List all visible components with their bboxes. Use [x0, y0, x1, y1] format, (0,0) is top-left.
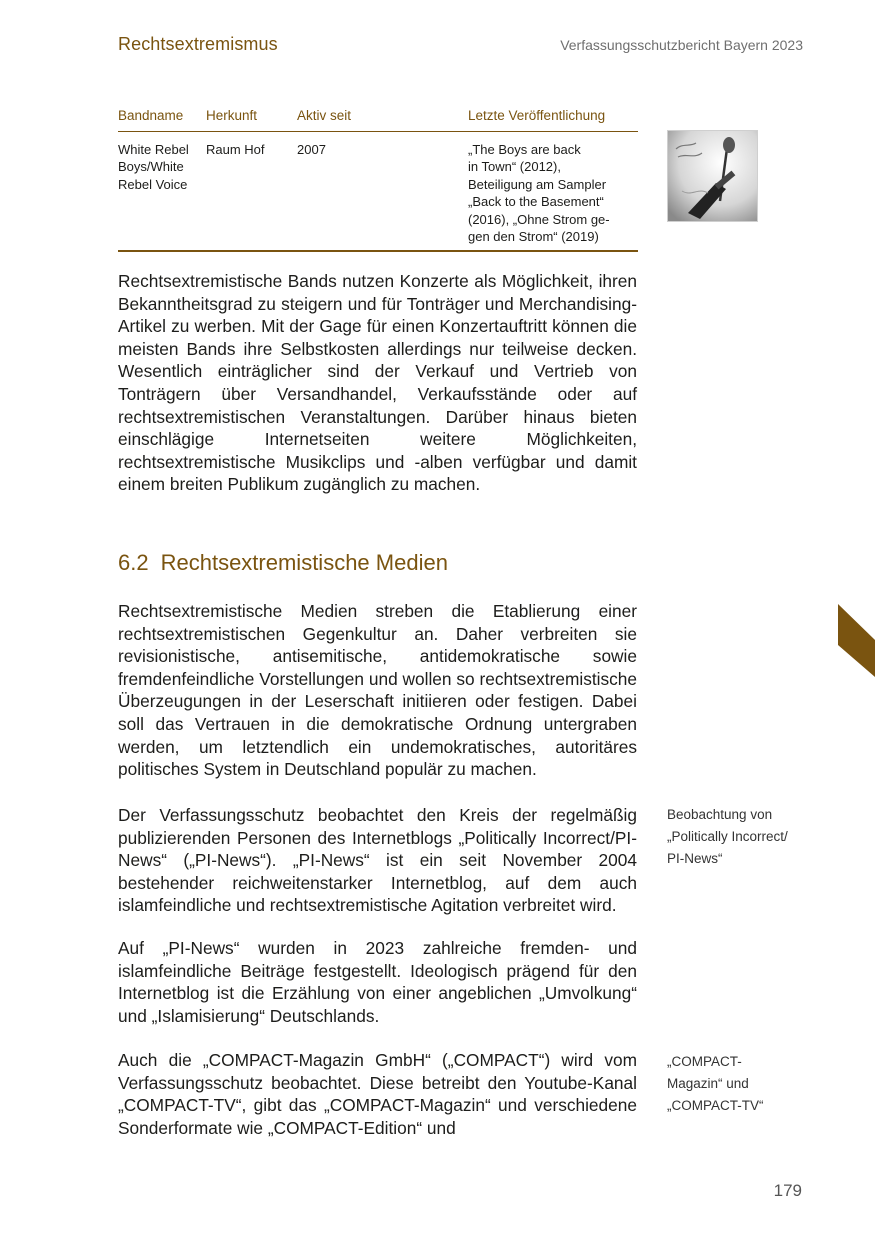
margin-note-pi-news	[667, 804, 817, 870]
paragraph-compact: Auch die „COMPACT-Magazin GmbH“ („COMPACT“) wird vom Verfassungsschutz beobachtet. Diese betreibt den Youtube-Kanal „COMPACT-TV“, gibt das „COMPACT-Magazin“ und verschiedene Sonderformate wie „COMPACT-Edition“ und	[118, 1050, 637, 1138]
release-line: „Back to the Basement“	[468, 194, 604, 209]
section-title: Rechtsextremistische Medien	[160, 550, 448, 575]
column-header-aktiv-seit: Aktiv seit	[297, 107, 468, 131]
cell-band-name	[118, 131, 206, 251]
release-line: Beteiligung am Sampler	[468, 176, 607, 192]
band-name-line: Boys/White	[118, 159, 184, 174]
cell-active-since: 2007	[297, 131, 468, 251]
table-row	[118, 131, 638, 251]
margin-note-line: PI-News“	[667, 851, 723, 866]
paragraph-bands-concerts: Rechtsextremistische Bands nutzen Konzerte als Möglichkeit, ihren Bekanntheitsgrad zu steigern und für Tonträger und Merchandising-Artikel zu werben. Mit der Gage für einen Konzertauftritt können die meisten Bands ihre Selbstkosten allerdings nur teilweise decken. Wesentlich einträglicher sind der Verkauf und Vertrieb von Tonträgern über Versandhandel, Verkaufsstände oder auf rechtsextremistischen Veranstaltungen. Darüber hinaus bieten einschlägige Internetseiten weitere Möglichkeiten, rechtsextremistische Musikclips und -alben verfügbar und damit einem breiten Publikum zugänglich zu machen.	[118, 271, 637, 495]
release-line: gen den Strom“ (2019)	[468, 229, 599, 244]
band-table	[118, 107, 638, 252]
column-header-bandname: Bandname	[118, 107, 206, 131]
section-heading	[118, 550, 448, 576]
page-number: 179	[773, 1181, 802, 1200]
running-header-chapter: Rechtsextremismus	[118, 34, 278, 54]
band-name-line: Rebel Voice	[118, 176, 188, 192]
column-header-herkunft: Herkunft	[206, 107, 297, 131]
paragraph-pi-news: Der Verfassungsschutz beobachtet den Kreis der regelmäßig publizierenden Personen des Internetblogs „Politically Incorrect/PI-News“ („PI-News“). „PI-News“ ist ein seit November 2004 bestehender reichweitenstarker Internetblog, auf dem auch islamfeindliche und rechtsextremistische Agitation verbreitet wird.	[118, 805, 637, 916]
margin-note-line: Magazin“ und	[667, 1076, 749, 1091]
column-header-letzte-veroeffentlichung: Letzte Veröffentlichung	[468, 107, 638, 131]
album-cover-graphic	[668, 131, 757, 221]
margin-note-line: „COMPACT-TV“	[667, 1098, 764, 1113]
album-cover-image	[667, 130, 758, 222]
release-line: in Town“ (2012),	[468, 159, 561, 174]
paragraph-pi-news-content: Auf „PI-News“ wurden in 2023 zahlreiche fremden- und islamfeindliche Beiträge festgestellt. Ideologisch prägend für den Internetblog ist die Erzählung von einer angeblichen „Umvolkung“ und „Islamisierung“ Deutschlands.	[118, 938, 637, 1026]
running-header-publication: Verfassungsschutzbericht Bayern 2023	[560, 37, 803, 53]
chapter-tab-marker	[838, 604, 875, 677]
margin-note-line: „COMPACT-	[667, 1054, 742, 1069]
release-line: (2016), „Ohne Strom ge-	[468, 211, 610, 227]
margin-note-line: „Politically Incorrect/	[667, 829, 788, 844]
margin-note-line: Beobachtung von	[667, 807, 773, 822]
band-name-line: White Rebel	[118, 141, 189, 157]
cell-origin: Raum Hof	[206, 131, 297, 251]
table-header-row	[118, 107, 638, 131]
paragraph-media-intro: Rechtsextremistische Medien streben die Etablierung einer rechtsextremistischen Gegenkultur an. Daher verbreiten sie revisionistische, antisemitische, antidemokratische sowie fremdenfeindliche Vorstellungen und wollen so rechtsextremistische Überzeugungen in der Leserschaft initiieren oder festigen. Dabei soll das Vertrauen in die demokratische Ordnung untergraben werden, um letztendlich ein undemokratisches, autoritäres politisches System in Deutschland populär zu machen.	[118, 601, 637, 780]
release-line: „The Boys are back	[468, 141, 581, 157]
cell-last-release	[468, 131, 638, 251]
section-number: 6.2	[118, 550, 149, 575]
margin-note-compact	[667, 1051, 817, 1117]
